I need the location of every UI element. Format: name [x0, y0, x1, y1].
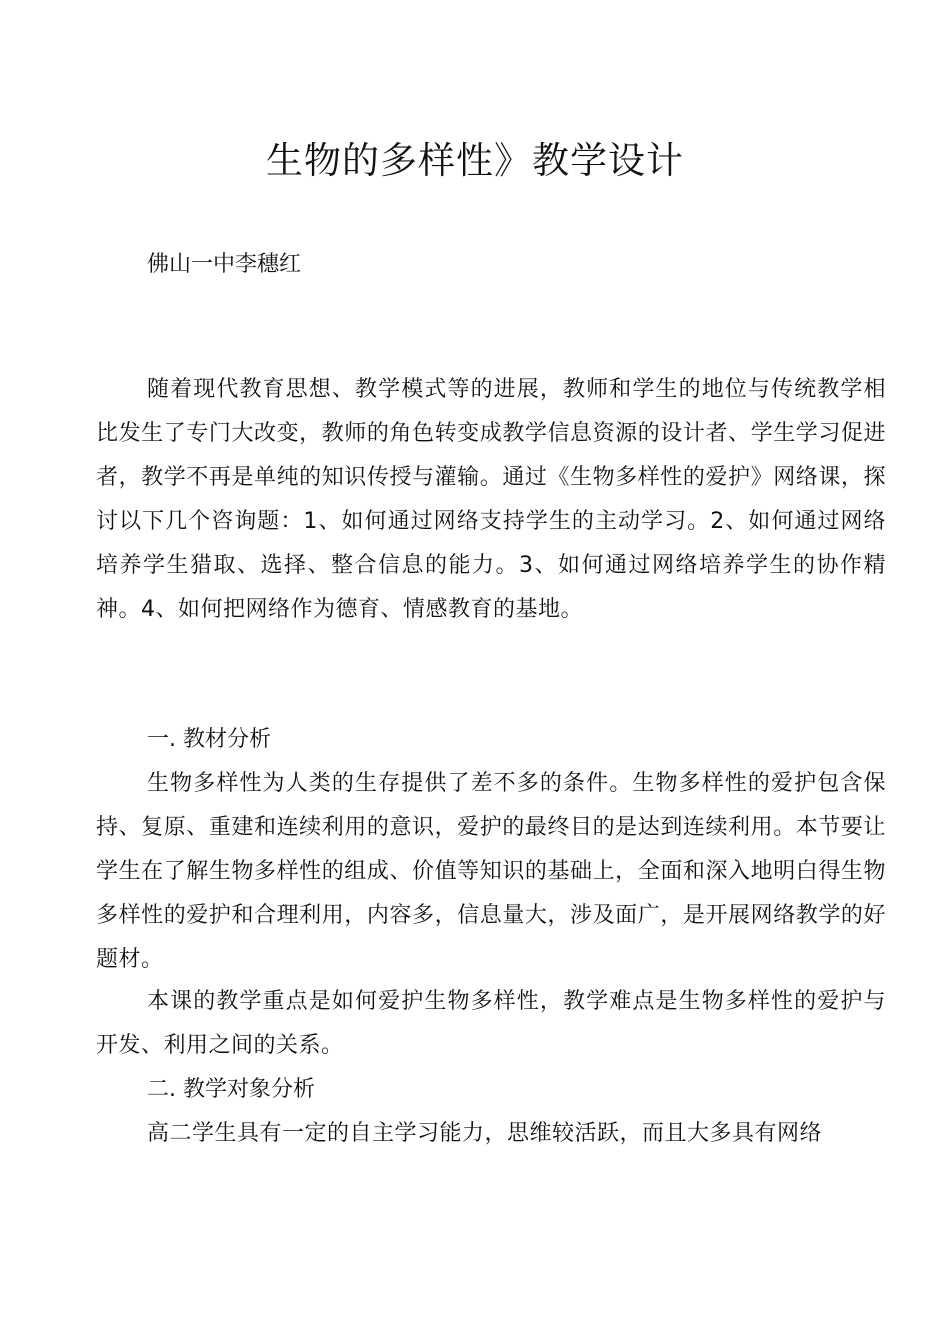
intro-paragraph: 随着现代教育思想、教学模式等的进展，教师和学生的地位与传统教学相比发生了专门大改变，教师的角色转变成教学信息资源的设计者、学生学习促进者，教学不再是单纯的知识传授与灌输。通过《生物多样性的爱护》网络课，探讨以下几个咨询题：1、如何通过网络支持学生的主动学习。2、如何通过网络培养学生猎取、选择、整合信息的能力。3、如何通过网络培养学生的协作精神。4、如何把网络作为德育、情感教育的基地。	[96, 377, 886, 622]
section-heading-student-analysis: 二. 教学对象分析	[147, 1077, 315, 1102]
student-analysis-paragraph: 高二学生具有一定的自主学习能力，思维较活跃，而且大多具有网络	[147, 1121, 823, 1146]
document-title: 生物的多样性》教学设计	[266, 139, 684, 182]
author-line: 佛山一中李穗红	[147, 252, 302, 277]
textbook-analysis-paragraph: 生物多样性为人类的生存提供了差不多的条件。生物多样性的爱护包含保持、复原、重建和连续利用的意识，爱护的最终目的是达到连续利用。本节要让学生在了解生物多样性的组成、价值等知识的基础上，全面和深入地明白得生物多样性的爱护和合理利用，内容多，信息量大，涉及面广，是开展网络教学的好题材。	[96, 771, 886, 972]
section-heading-textbook-analysis: 一. 教材分析	[147, 727, 271, 752]
teaching-focus-paragraph: 本课的教学重点是如何爱护生物多样性，教学难点是生物多样性的爱护与开发、利用之间的关系。	[96, 989, 886, 1058]
